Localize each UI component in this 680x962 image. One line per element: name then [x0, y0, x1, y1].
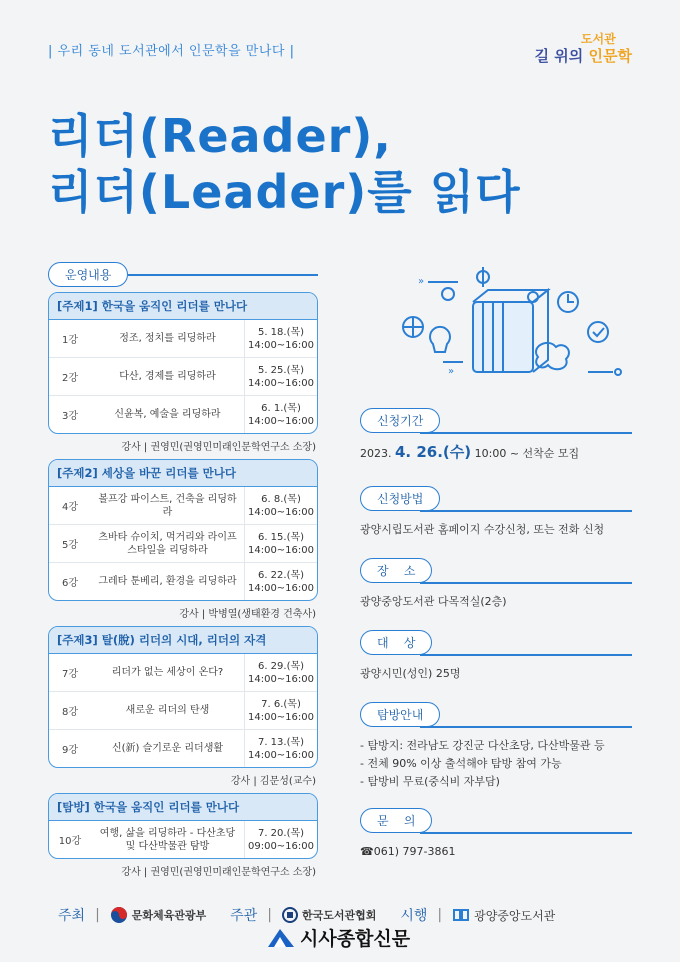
logo-bottom-text: 길 위의 인문학 — [534, 47, 632, 65]
organizer-org: 한국도서관협회 — [282, 907, 376, 923]
apply-date: 4. 26.(수) — [395, 443, 472, 461]
tour-item: - 탐방비 무료(중식비 자부담) — [360, 775, 500, 788]
title-line-1: 리더(Reader), — [48, 109, 392, 163]
lecture-number: 5강 — [61, 540, 79, 551]
lecture-date: 7. 20.(목) — [257, 827, 305, 839]
lecture-row — [49, 358, 317, 396]
place-text: 광양중앙도서관 다목적실(2층) — [360, 595, 507, 608]
lecture-topic: 그레타 툰베리, 환경을 리딩하라 — [98, 576, 237, 587]
lecture-date: 6. 8.(목) — [261, 493, 301, 505]
tagline: | 우리 동네 도서관에서 인문학을 만나다 | — [48, 44, 295, 59]
lecture-time: 14:00~16:00 — [247, 377, 314, 389]
lecture-time: 14:00~16:00 — [247, 506, 314, 518]
lecture-topic: 신윤복, 예술을 리딩하라 — [114, 409, 221, 420]
apply-method-label: 신청방법 — [360, 486, 440, 511]
lecture-topic: 정조, 정치를 리딩하라 — [119, 333, 216, 344]
lecture-topic: 츠바타 슈이치, 먹거리와 라이프스타일을 리딩하라 — [98, 531, 237, 556]
tour-list — [360, 737, 632, 791]
program-column — [48, 262, 318, 884]
footer: 주최 | 문화체육관광부 주관 | 한국도서관협회 시행 | 광양중앙도서관 — [58, 907, 556, 924]
place-label: 장 소 — [360, 558, 432, 583]
divider — [420, 832, 632, 834]
tour-block — [360, 702, 632, 791]
host-label: 주최 — [58, 908, 86, 924]
lecture-schedule — [244, 692, 317, 729]
topic-section — [48, 292, 318, 434]
topic-section — [48, 459, 318, 601]
contact-block — [360, 808, 632, 861]
executor-label: 시행 — [400, 908, 428, 924]
tour-item: - 전체 90% 이상 출석해야 탐방 참여 가능 — [360, 757, 562, 770]
svg-text:»: » — [448, 366, 455, 377]
lecture-number: 1강 — [61, 335, 79, 346]
lecture-row — [49, 692, 317, 730]
lecture-topic: 다산, 경제를 리딩하라 — [119, 371, 216, 382]
lecture-time: 14:00~16:00 — [247, 339, 314, 351]
lecture-topic: 리더가 없는 세상이 온다? — [111, 667, 224, 678]
lecture-schedule — [244, 563, 317, 600]
lecture-number: 3강 — [61, 411, 79, 422]
lecture-schedule — [244, 730, 317, 767]
tour-label: 탐방안내 — [360, 702, 440, 727]
target-text: 광양시민(성인) 25명 — [360, 667, 461, 680]
program-logo — [535, 30, 632, 66]
divider — [420, 726, 632, 728]
page-title — [48, 108, 521, 220]
teacher-credit: 강사 | 박병열(생태환경 건축사) — [179, 609, 316, 620]
newspaper-watermark: 시사종합신문 — [266, 924, 410, 951]
lecture-date: 5. 18.(목) — [257, 326, 305, 338]
lecture-schedule — [244, 320, 317, 357]
lecture-row — [49, 525, 317, 563]
lecture-row — [49, 730, 317, 767]
lecture-time: 14:00~16:00 — [247, 673, 314, 685]
place-block — [360, 558, 632, 611]
lecture-date: 6. 22.(목) — [257, 569, 305, 581]
title-line-2: 리더(Leader)를 읽다 — [48, 165, 521, 219]
divider — [420, 432, 632, 434]
teacher-credit: 강사 | 권영민(권영민미래인문학연구소 소장) — [121, 442, 316, 453]
library-logo-icon — [452, 907, 470, 923]
lecture-time: 14:00~16:00 — [247, 415, 314, 427]
lecture-number: 2강 — [61, 373, 79, 384]
lecture-schedule — [244, 821, 317, 858]
lecture-row — [49, 563, 317, 600]
section-heading: [탐방] 한국을 움직인 리더를 만나다 — [49, 794, 317, 821]
lecture-date: 7. 6.(목) — [261, 698, 301, 710]
taegeuk-icon — [110, 906, 128, 924]
target-block — [360, 630, 632, 683]
program-label: 운영내용 — [48, 262, 128, 287]
lecture-topic: 여행, 삶을 리딩하라 - 다산초당 및 다산박물관 탐방 — [99, 827, 236, 852]
lecture-number: 6강 — [61, 578, 79, 589]
lecture-time: 14:00~16:00 — [247, 749, 314, 761]
lecture-row — [49, 821, 317, 858]
target-label: 대 상 — [360, 630, 432, 655]
contact-phone: ☎061) 797-3861 — [360, 845, 456, 858]
lecture-time: 09:00~16:00 — [247, 840, 314, 852]
lecture-schedule — [244, 396, 317, 433]
books-illustration — [388, 262, 628, 392]
lecture-topic: 신(新) 슬기로운 리더생활 — [111, 743, 224, 754]
lecture-topic: 볼프강 파이스트, 건축을 리딩하라 — [98, 493, 237, 518]
lecture-number: 9강 — [61, 745, 79, 756]
lecture-schedule — [244, 654, 317, 691]
lecture-row — [49, 396, 317, 433]
divider — [128, 274, 318, 276]
lecture-schedule — [244, 487, 317, 524]
apply-method-text: 광양시립도서관 홈페이지 수강신청, 또는 전화 신청 — [360, 523, 605, 536]
lecture-row — [49, 487, 317, 525]
topic-section — [48, 626, 318, 768]
organizer-label: 주관 — [230, 908, 258, 924]
lecture-schedule — [244, 358, 317, 395]
topic-section — [48, 793, 318, 859]
lecture-number: 4강 — [61, 502, 79, 513]
executor-org: 광양중앙도서관 — [452, 907, 555, 924]
lecture-number: 8강 — [61, 707, 79, 718]
divider — [420, 654, 632, 656]
lecture-number: 10강 — [58, 836, 82, 847]
lecture-time: 14:00~16:00 — [247, 544, 314, 556]
host-org: 문화체육관광부 — [110, 906, 206, 924]
lecture-row — [49, 320, 317, 358]
divider — [420, 510, 632, 512]
lecture-schedule — [244, 525, 317, 562]
apply-method-block — [360, 486, 632, 539]
library-assoc-icon — [282, 907, 298, 923]
lecture-date: 6. 29.(목) — [257, 660, 305, 672]
lecture-time: 14:00~16:00 — [247, 582, 314, 594]
lecture-number: 7강 — [61, 669, 79, 680]
teacher-credit: 강사 | 권영민(권영민미래인문학연구소 소장) — [121, 867, 316, 878]
lecture-date: 5. 25.(목) — [257, 364, 305, 376]
section-heading: [주제1] 한국을 움직인 리더를 만나다 — [49, 293, 317, 320]
apply-period-block — [360, 408, 632, 463]
tour-item: - 탐방지: 전라남도 강진군 다산초당, 다산박물관 등 — [360, 739, 605, 752]
teacher-credit: 강사 | 김문성(교수) — [230, 776, 316, 787]
lecture-topic: 새로운 리더의 탄생 — [125, 705, 210, 716]
section-heading: [주제3] 탈(脫) 리더의 시대, 리더의 자격 — [49, 627, 317, 654]
lecture-date: 6. 1.(목) — [261, 402, 301, 414]
newspaper-logo-icon — [266, 927, 296, 949]
logo-top-text: 도서관 — [580, 32, 616, 46]
apply-period-label: 신청기간 — [360, 408, 440, 433]
apply-period-text: 2023. 4. 26.(수) 10:00 ~ 선착순 모집 — [360, 443, 580, 461]
lecture-date: 7. 13.(목) — [257, 736, 305, 748]
section-heading: [주제2] 세상을 바꾼 리더를 만나다 — [49, 460, 317, 487]
svg-text:»: » — [418, 276, 425, 287]
divider — [420, 582, 632, 584]
lecture-row — [49, 654, 317, 692]
contact-label: 문 의 — [360, 808, 432, 833]
lecture-time: 14:00~16:00 — [247, 711, 314, 723]
lecture-date: 6. 15.(목) — [257, 531, 305, 543]
